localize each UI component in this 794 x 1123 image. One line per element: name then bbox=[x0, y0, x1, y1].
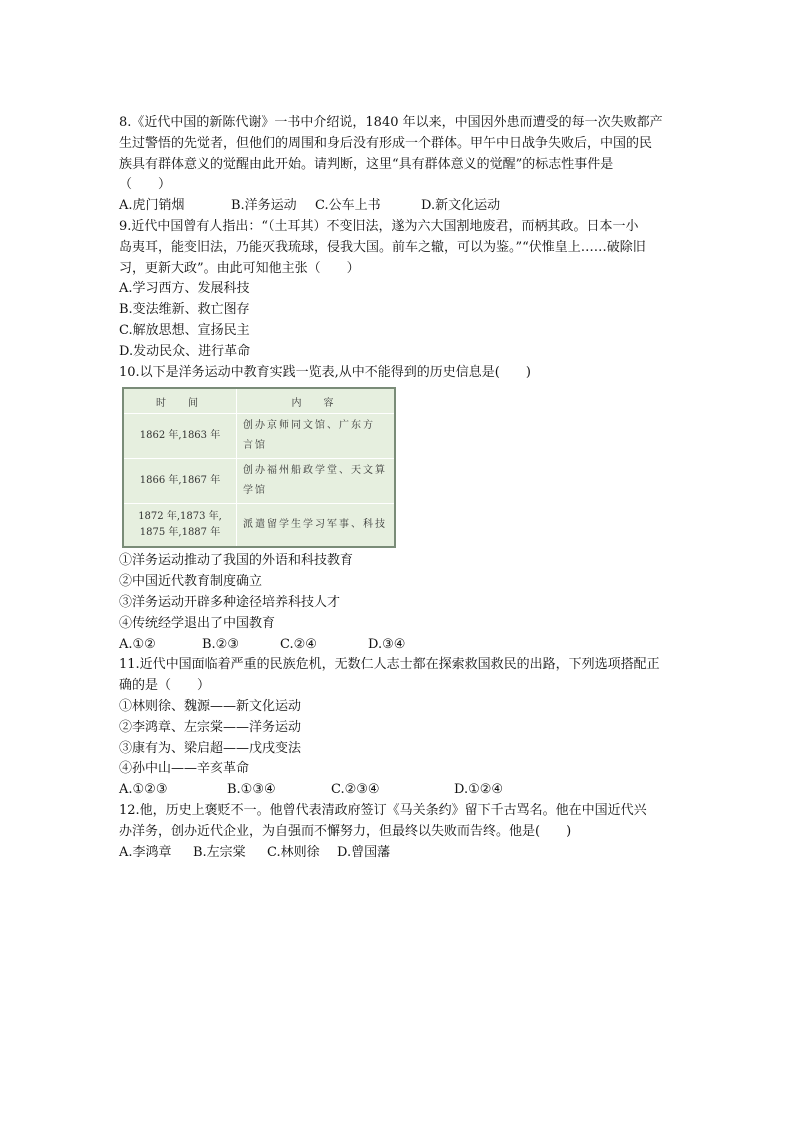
question-10-options bbox=[119, 635, 704, 656]
table-cell-time: 1872 年,1873 年, 1875 年,1887 年 bbox=[123, 504, 237, 548]
exam-page bbox=[119, 113, 704, 863]
question-9-line-2: 岛夷耳，能变旧法，乃能灭我琉球，侵我大国。前车之辙，可以为鉴。”“伏惟皇上……破除旧 bbox=[119, 239, 646, 255]
question-8-line-2: 生过警悟的先觉者，但他们的周围和身后没有形成一个群体。甲午中日战争失败后，中国的民 bbox=[119, 135, 653, 151]
option-b: B.变法维新、救亡图存 bbox=[119, 302, 250, 318]
question-8 bbox=[119, 113, 704, 217]
option-a: A.①②③ bbox=[119, 782, 168, 798]
statement-2: ②李鸿章、左宗棠——洋务运动 bbox=[119, 719, 302, 735]
question-9 bbox=[119, 217, 704, 363]
question-12-options bbox=[119, 843, 704, 864]
table-header-row bbox=[123, 388, 395, 414]
option-b: B.洋务运动 bbox=[231, 198, 297, 214]
statement-3: ③康有为、梁启超——戊戌变法 bbox=[119, 740, 302, 756]
question-12-line-1: 12.他，历史上褒贬不一。他曾代表清政府签订《马关条约》留下千古骂名。他在中国近代兴 bbox=[119, 802, 647, 818]
question-9-line-3: 习，更新大政”。由此可知他主张（ ） bbox=[119, 260, 360, 276]
question-8-line-1: 8.《近代中国的新陈代谢》一书中介绍说，1840 年以来，中国因外患而遭受的每一次失败都产 bbox=[119, 115, 663, 130]
statement-4: ④传统经学退出了中国教育 bbox=[119, 615, 276, 631]
option-a: A.①② bbox=[119, 636, 156, 652]
table-row bbox=[123, 414, 395, 459]
option-c: C.②③④ bbox=[331, 782, 380, 798]
statement-4: ④孙中山——辛亥革命 bbox=[119, 761, 250, 777]
table-cell-content: 创办福州船政学堂、天文算 学馆 bbox=[237, 459, 396, 504]
table-row bbox=[123, 459, 395, 504]
option-c: C.公车上书 bbox=[315, 198, 381, 214]
option-d: D.发动民众、进行革命 bbox=[119, 343, 251, 359]
option-d: D.曾国藩 bbox=[337, 844, 391, 860]
table-cell-content: 创办京师同文馆、广东方 言馆 bbox=[237, 414, 396, 459]
question-12 bbox=[119, 801, 704, 863]
question-9-line-1: 9.近代中国曾有人指出：“（土耳其）不变旧法，遂为六大国割地废君，而柄其政。日本一小 bbox=[119, 218, 639, 234]
option-b: B.①③④ bbox=[227, 782, 276, 798]
option-d: D.①②④ bbox=[454, 782, 504, 798]
question-11-line-2: 确的是（ ） bbox=[119, 678, 211, 694]
statement-2: ②中国近代教育制度确立 bbox=[119, 574, 263, 590]
table-cell-time: 1866 年,1867 年 bbox=[123, 459, 237, 504]
option-c: C.②④ bbox=[280, 636, 317, 652]
table-row bbox=[123, 504, 395, 548]
option-d: D.新文化运动 bbox=[421, 198, 501, 214]
statement-1: ①林则徐、魏源——新文化运动 bbox=[119, 698, 302, 714]
statement-1: ①洋务运动推动了我国的外语和科技教育 bbox=[119, 553, 354, 569]
question-8-options bbox=[119, 196, 704, 217]
option-d: D.③④ bbox=[368, 636, 406, 652]
question-11-line-1: 11.近代中国面临着严重的民族危机，无数仁人志士都在探索救国救民的出路，下列选项搭配正 bbox=[119, 657, 660, 673]
option-c: C.林则徐 bbox=[267, 844, 320, 860]
option-b: B.②③ bbox=[202, 636, 239, 652]
table-header-time: 时 间 bbox=[123, 388, 237, 414]
question-10-stem: 10.以下是洋务运动中教育实践一览表,从中不能得到的历史信息是( ) bbox=[119, 364, 531, 380]
education-practice-table bbox=[122, 387, 396, 548]
statement-3: ③洋务运动开辟多种途径培养科技人才 bbox=[119, 594, 341, 610]
table-cell-time: 1862 年,1863 年 bbox=[123, 414, 237, 459]
table-cell-content: 派遣留学生学习军事、科技 bbox=[237, 504, 396, 548]
option-a: A.虎门销烟 bbox=[119, 198, 185, 214]
option-c: C.解放思想、宣扬民主 bbox=[119, 322, 250, 338]
question-11-options bbox=[119, 780, 704, 801]
option-b: B.左宗棠 bbox=[193, 844, 246, 860]
question-12-line-2: 办洋务，创办近代企业，为自强而不懈努力，但最终以失败而告终。他是( ) bbox=[119, 823, 572, 839]
question-8-line-3: 族具有群体意义的觉醒由此开始。请判断，这里“具有群体意义的觉醒”的标志性事件是 bbox=[119, 156, 614, 172]
question-11 bbox=[119, 655, 704, 801]
question-10 bbox=[119, 363, 704, 656]
table-header-content: 内 容 bbox=[237, 388, 396, 414]
option-a: A.李鸿章 bbox=[119, 844, 172, 860]
question-8-line-4: （ ） bbox=[119, 177, 172, 193]
option-a: A.学习西方、发展科技 bbox=[119, 281, 250, 297]
